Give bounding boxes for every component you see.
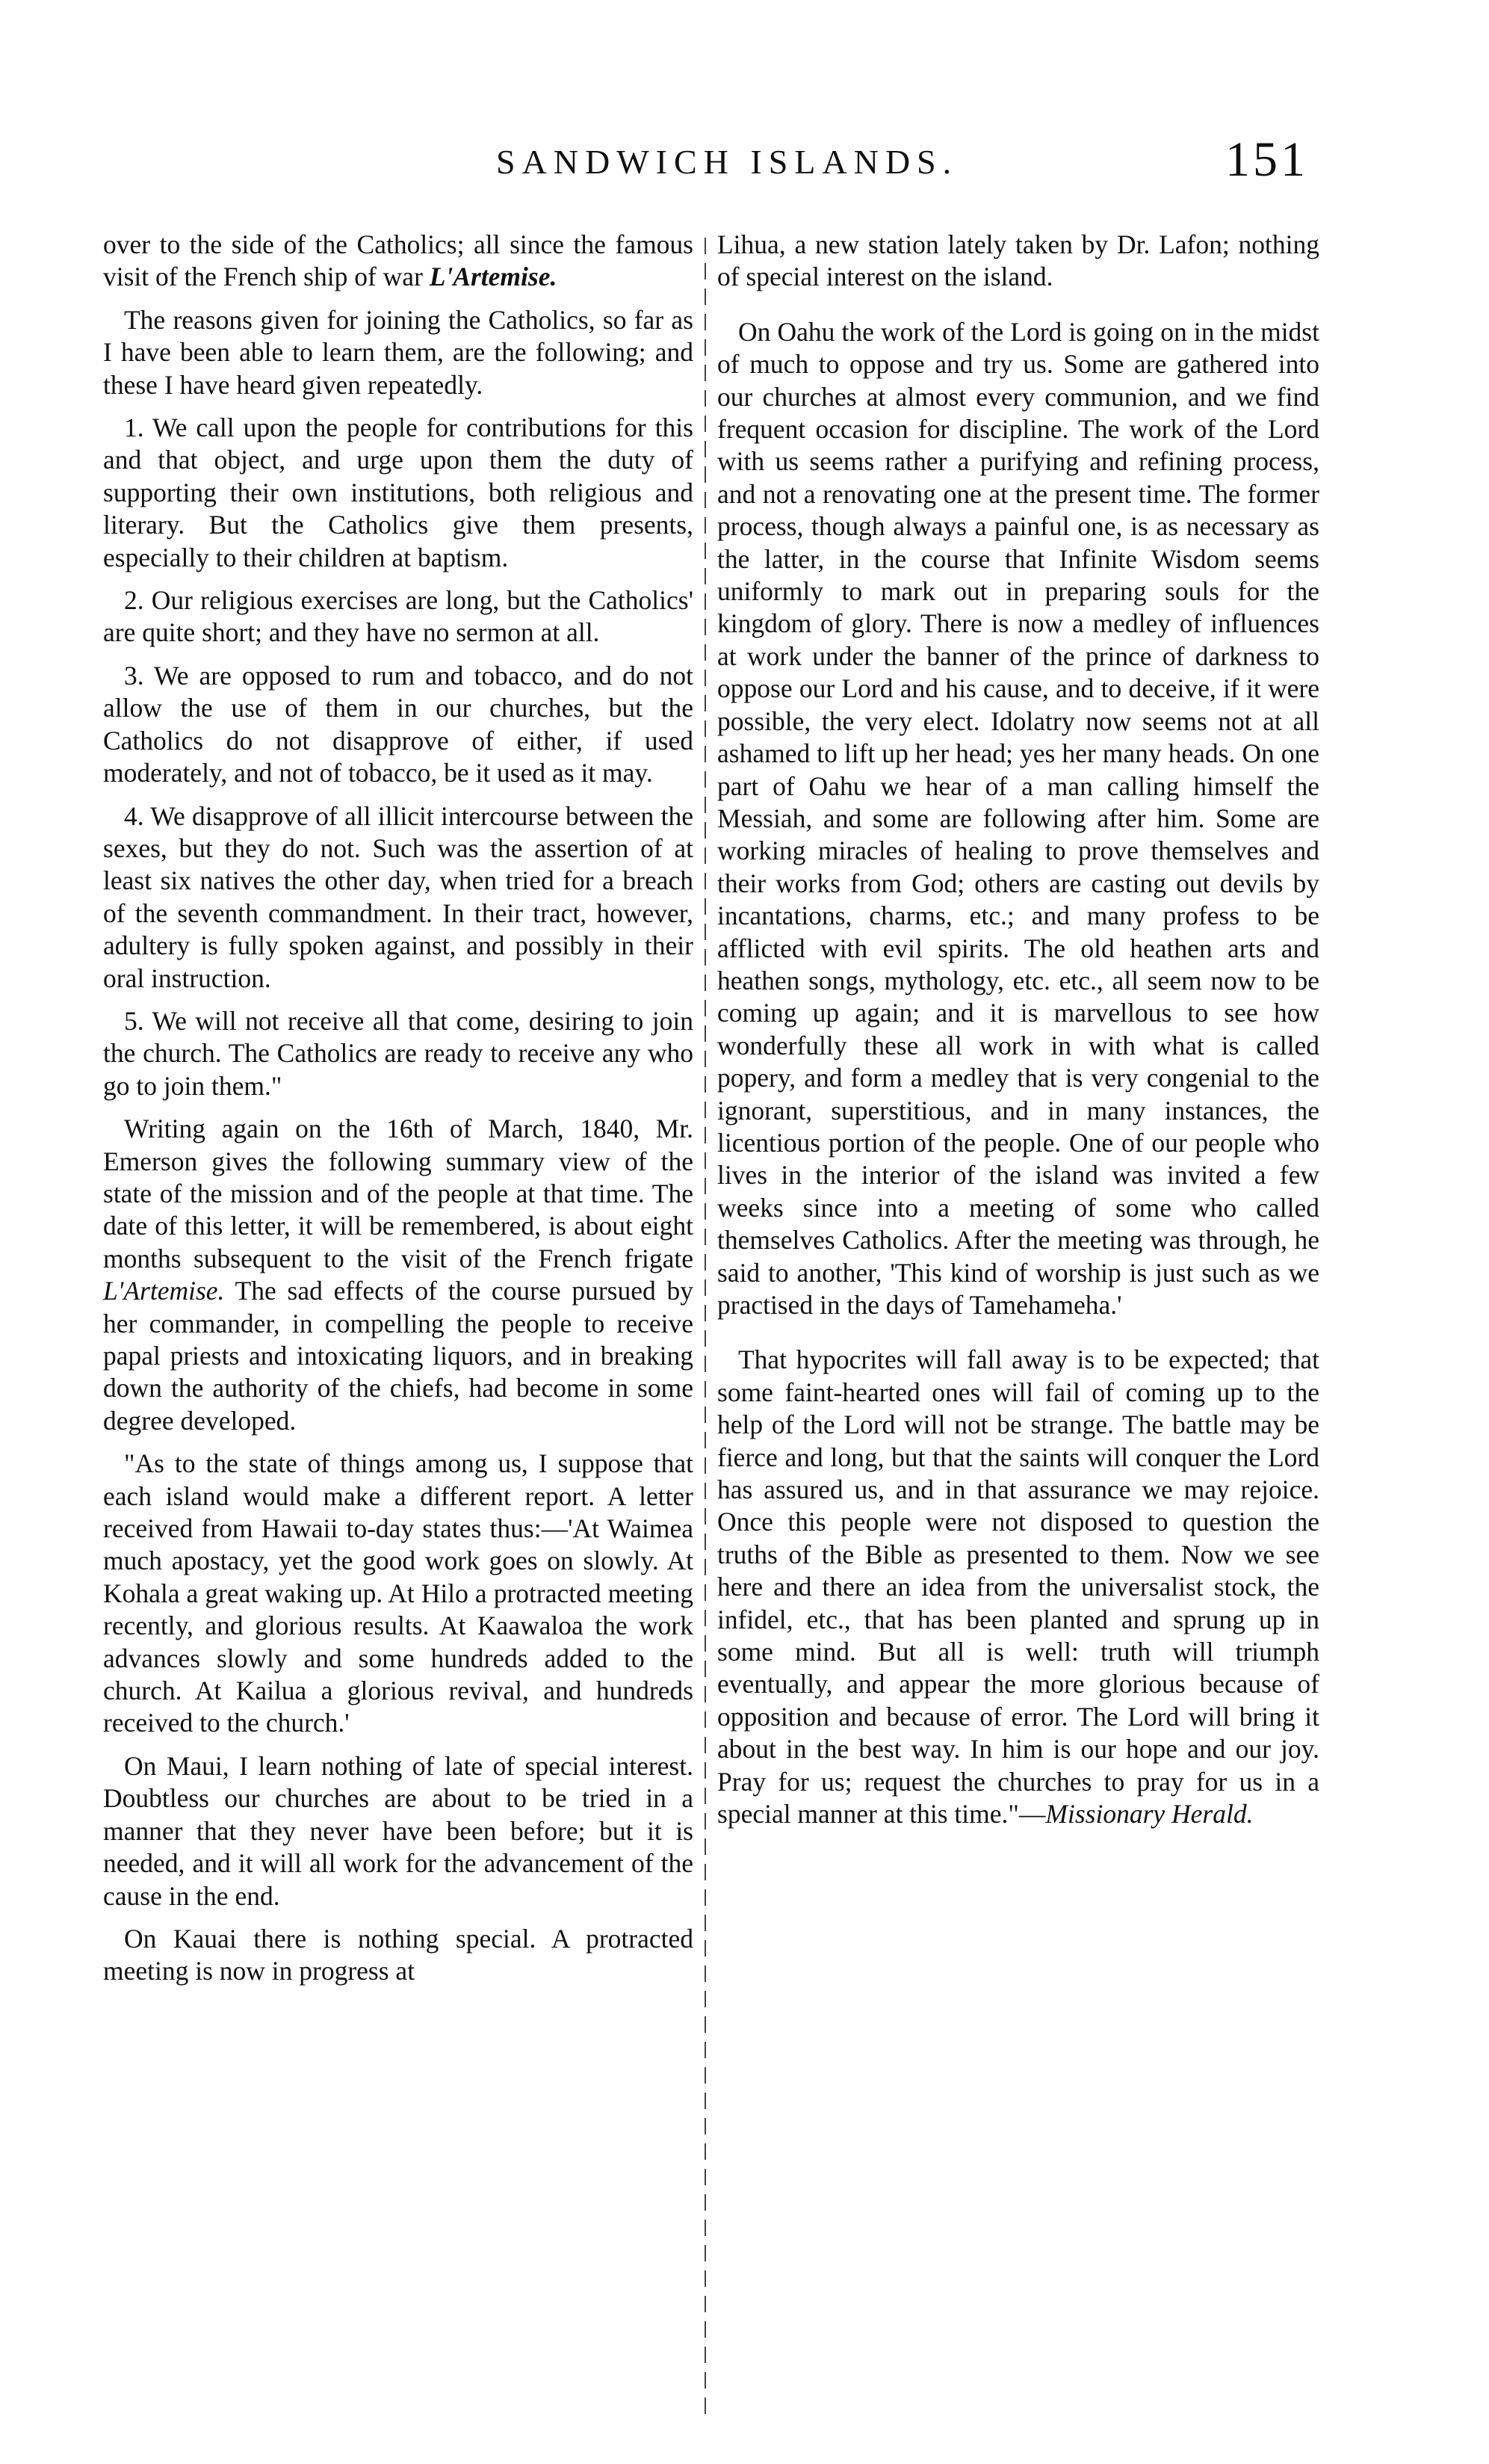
running-header	[0, 132, 1489, 199]
right-column	[717, 229, 1319, 2396]
paragraph-text: over to the side of the Catholics; all since the famous visit of the French ship of war	[103, 229, 693, 292]
page-number: 151	[1225, 132, 1308, 187]
column-divider	[705, 238, 706, 2420]
paragraph-reason-2: 2. Our religious exercises are long, but the Catholics' are quite short; and they have no sermon at all.	[103, 585, 693, 648]
paragraph-hawaii-report: "As to the state of things among us, I suppose that each island would make a different report. A letter received from Hawaii to-day states thus:—'At Waimea much apostacy, yet the good work goes on slowly. At Kohala a great waking up. At Hilo a protracted meeting recently, and glorious results. At Kaawaloa the work advances slowly and some hundreds added to the church. At Kailua a glorious revival, and hundreds received to the church.'	[103, 1448, 693, 1738]
paragraph-text: Writing again on the 16th of March, 1840, Mr. Emerson gives the following summary view of the state of the mission and of the people at that time. The date of this letter, it will be remembered, is about eight months subsequent to the visit of the French frigate	[103, 1114, 693, 1273]
running-title: SANDWICH ISLANDS.	[496, 143, 959, 181]
paragraph-hypocrites	[717, 1344, 1319, 1830]
paragraph-oahu: On Oahu the work of the Lord is going on in the midst of much to oppose and try us. Some are gathered into our churches at almost every communion, and we find frequent occasion for discipline. The work of the Lord with us seems rather a purifying and refining process, and not a renovating one at the present time. The former process, though always a painful one, is as necessary as the latter, in the course that Infinite Wisdom seems uniformly to mark out in preparing souls for the kingdom of glory. There is now a medley of influences at work under the banner of the prince of darkness to oppose our Lord and his cause, and to deceive, if it were possible, the very elect. Idolatry now seems not at all ashamed to lift up her head; yes her many heads. On one part of Oahu we hear of a man calling himself the Messiah, and some are following after him. Some are working miracles of healing to prove themselves and their works from God; others are casting out devils by incantations, charms, etc.; and many profess to be afflicted with evil spirits. The old heathen arts and heathen songs, mythology, etc. etc., all seem now to be coming up again; and it is marvellous to see how wonderfully these all work in with what is called popery, and form a medley that is very congenial to the ignorant, superstitious, and in many instances, the licentious portion of the people. One of our people who lives in the interior of the island was invited a few weeks since into a meeting of some who called themselves Catholics. After the meeting was through, he said to another, 'This kind of worship is just such as we practised in the days of Tamehameha.'	[717, 316, 1319, 1320]
paragraph-continuation	[103, 229, 693, 294]
paragraph-reasons-intro: The reasons given for joining the Catholics, so far as I have been able to learn them, are the following; and these I have heard given repeatedly.	[103, 304, 693, 400]
paragraph-reason-5: 5. We will not receive all that come, desiring to join the church. The Catholics are ready to receive any who go to join them."	[103, 1005, 693, 1101]
paragraph-text: That hypocrites will fall away is to be expected; that some faint-hearted ones will fail of coming up to the help of the Lord will not be strange. The battle may be fierce and long, but that the saints will conquer the Lord has assured us, and in that assurance we may rejoice. Once this people were not disposed to question the truths of the Bible as presented to them. Now we see here and there an idea from the universalist stock, the infidel, etc., that has been planted and sprung up in some mind. But all is well: truth will triumph eventually, and appear the more glorious because of opposition and because of error. The Lord will bring it about in the best way. In him is our hope and our joy. Pray for us; request the churches to pray for us in a special manner at this time."—	[717, 1344, 1319, 1830]
paragraph-reason-3: 3. We are opposed to rum and tobacco, and do not allow the use of them in our churches, but the Catholics do not disapprove of either, if used moderately, and not of tobacco, be it used as it may.	[103, 660, 693, 788]
ship-name: L'Artemise.	[103, 1276, 225, 1306]
source-citation: Missionary Herald.	[1045, 1799, 1254, 1830]
left-column	[103, 229, 693, 2396]
paragraph-maui: On Maui, I learn nothing of late of special interest. Doubtless our churches are about to be tried in a manner that they never have been before; but it is needed, and it will all work for the advancement of the cause in the end.	[103, 1750, 693, 1911]
paragraph-reason-4: 4. We disapprove of all illicit intercourse between the sexes, but they do not. Such was the assertion of at least six natives the other day, when tried for a breach of the seventh commandment. In their tract, however, adultery is fully spoken against, and possibly in their oral instruction.	[103, 800, 693, 993]
ship-name: L'Artemise.	[429, 262, 557, 292]
paragraph-text: The sad effects of the course pursued by her commander, in compelling the people to receive papal priests and intoxicating liquors, and in breaking down the authority of the chiefs, had become in some degree developed.	[103, 1276, 693, 1436]
paragraph-continuation: Lihua, a new station lately taken by Dr. Lafon; nothing of special interest on the island.	[717, 229, 1319, 292]
paragraph-reason-1: 1. We call upon the people for contributions for this and that object, and urge upon them the duty of supporting their own institutions, both religious and literary. But the Catholics give them presents, especially to their children at baptism.	[103, 413, 693, 572]
paragraph-kauai: On Kauai there is nothing special. A protracted meeting is now in progress at	[103, 1923, 693, 1986]
paragraph-emerson-letter	[103, 1113, 693, 1437]
